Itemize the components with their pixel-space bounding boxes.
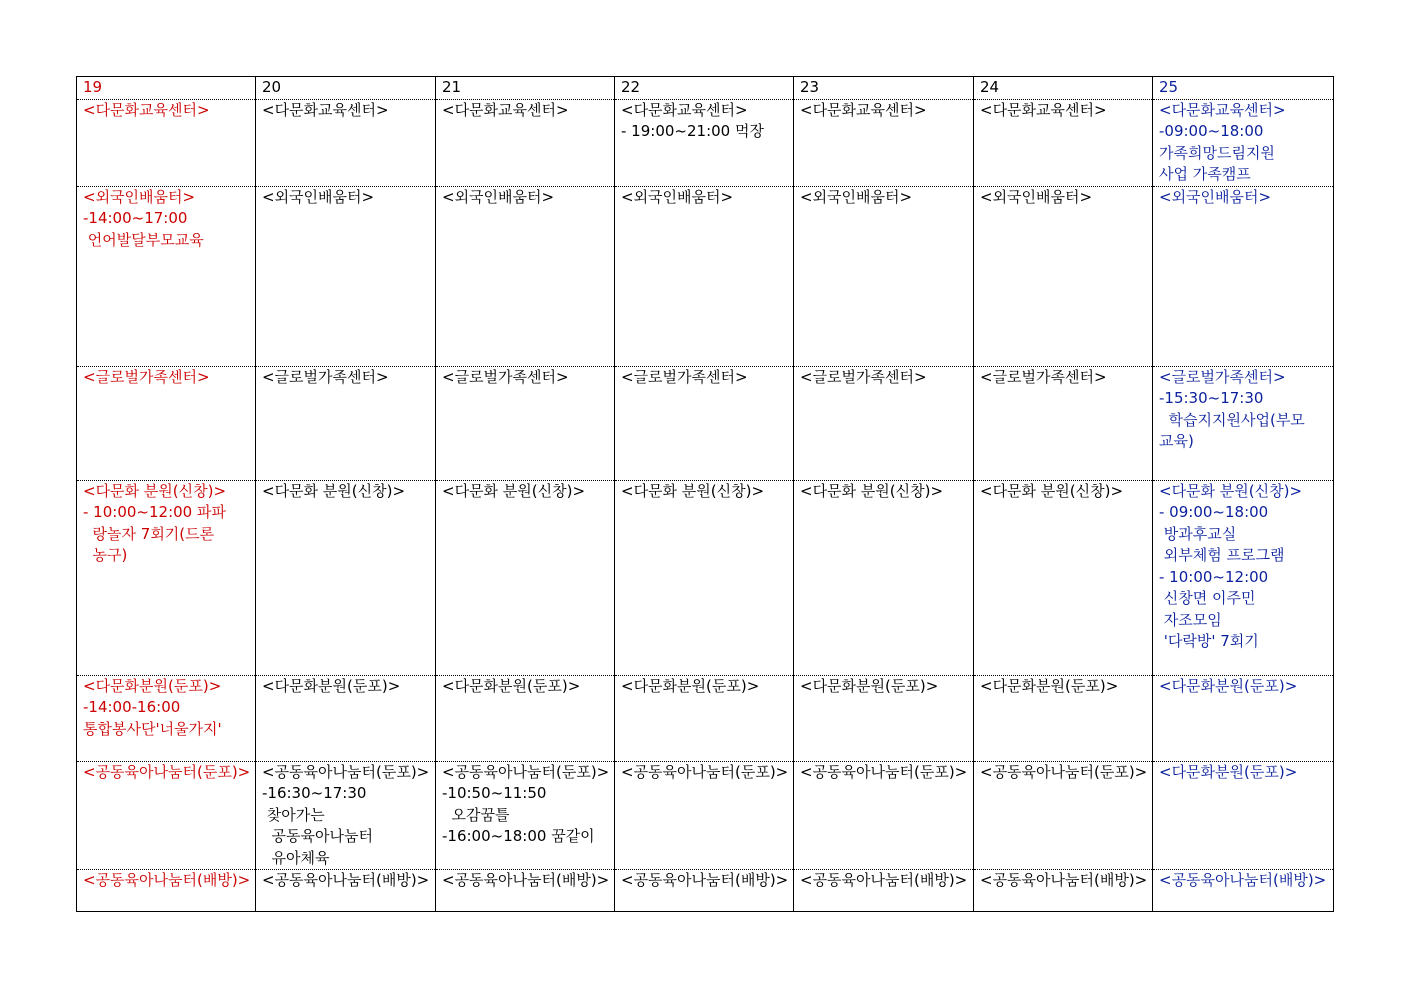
schedule-cell [615,99,794,186]
program-name: <공동육아나눔터(둔포)> [980,762,1148,781]
schedule-cell [77,99,256,186]
childcare-dunpo-row [77,761,1334,870]
program-detail: 가족희망드림지원 [1159,143,1275,162]
schedule-cell [77,761,256,870]
program-name: <공동육아나눔터(배방)> [800,871,968,889]
schedule-cell [1153,480,1334,675]
program-name: <다문화 분원(신창)> [621,481,765,500]
schedule-body [77,77,1334,912]
program-detail: 찾아가는 [262,805,325,824]
program-name: <공동육아나눔터(배방)> [83,871,251,889]
schedule-cell [974,761,1153,870]
program-detail: - 09:00~18:00 [1159,503,1269,521]
program-name: <공동육아나눔터(배방)> [980,871,1148,889]
schedule-cell [794,186,974,366]
program-name: <공동육아나눔터(둔포)> [621,762,789,781]
schedule-cell [77,186,256,366]
program-detail: -16:00~18:00 꿈같이 [442,827,595,845]
program-name: <글로벌가족센터> [800,367,927,386]
program-name: <외국인배움터> [800,187,913,206]
schedule-cell [794,99,974,186]
program-name: <다문화분원(둔포)> [980,676,1119,695]
program-detail: 자조모임 [1159,610,1222,629]
schedule-cell [615,480,794,675]
schedule-cell [974,99,1153,186]
program-detail: - 19:00~21:00 먹장 [621,122,764,140]
program-detail: 통합봉사단'너울가지' [83,719,222,738]
schedule-cell [615,366,794,480]
day-cell-20: 20 [256,77,436,100]
day-header-row [77,77,1334,100]
program-name: <다문화교육센터> [83,100,210,119]
schedule-cell [615,675,794,761]
schedule-cell [1153,186,1334,366]
program-name: <다문화분원(둔포)> [83,676,222,695]
schedule-cell [436,99,615,186]
program-detail: 공동육아나눔터 [262,827,373,845]
program-name: <공동육아나눔터(배방)> [442,871,610,889]
program-name: <공동육아나눔터(배방)> [1159,871,1327,889]
program-name: <다문화교육센터> [442,100,569,119]
program-name: <다문화분원(둔포)> [442,676,581,695]
schedule-cell [794,675,974,761]
program-name: <다문화교육센터> [621,100,748,119]
program-name: <다문화분원(둔포)> [621,676,760,695]
schedule-cell [1153,675,1334,761]
schedule-cell [436,366,615,480]
schedule-cell [794,480,974,675]
day-cell-21: 21 [436,77,615,100]
program-detail: 농구) [83,546,128,564]
program-name: <공동육아나눔터(배방)> [262,871,430,889]
schedule-cell [256,366,436,480]
program-detail: -09:00~18:00 [1159,122,1264,140]
program-name: <다문화교육센터> [262,100,389,119]
schedule-cell [77,366,256,480]
schedule-cell [794,761,974,870]
branch-dunpo-row [77,675,1334,761]
program-name: <다문화 분원(신창)> [800,481,944,500]
program-name: <외국인배움터> [980,187,1093,206]
program-name: <다문화교육센터> [1159,100,1286,119]
program-name: <외국인배움터> [442,187,555,206]
program-detail: 언어발달부모교육 [83,230,204,249]
edu-center-row [77,99,1334,186]
schedule-cell [974,675,1153,761]
program-detail: 학습지지원사업(부모 [1159,410,1305,429]
program-detail: 사업 가족캠프 [1159,165,1251,183]
schedule-cell [436,870,615,912]
schedule-cell [615,870,794,912]
global-family-row [77,366,1334,480]
program-name: <다문화분원(둔포)> [1159,762,1298,781]
program-detail: 교육) [1159,432,1194,450]
program-name: <글로벌가족센터> [262,367,389,386]
program-detail: -15:30~17:30 [1159,389,1264,407]
schedule-cell [974,870,1153,912]
schedule-cell [1153,761,1334,870]
schedule-cell [794,870,974,912]
program-detail: - 10:00~12:00 파파 [83,503,226,521]
program-detail: 외부체험 프로그램 [1159,546,1285,564]
schedule-cell [1153,366,1334,480]
program-name: <다문화 분원(신창)> [980,481,1124,500]
program-detail: 신창면 이주민 [1159,589,1256,607]
schedule-cell [256,761,436,870]
program-detail: 방과후교실 [1159,524,1237,543]
day-cell-22: 22 [615,77,794,100]
schedule-cell [77,675,256,761]
program-name: <다문화분원(둔포)> [800,676,939,695]
program-name: <공동육아나눔터(둔포)> [800,762,968,781]
program-name: <외국인배움터> [621,187,734,206]
day-cell-24: 24 [974,77,1153,100]
program-name: <외국인배움터> [1159,187,1272,206]
program-detail: -16:30~17:30 [262,784,367,802]
program-name: <글로벌가족센터> [980,367,1107,386]
schedule-cell [256,186,436,366]
program-name: <다문화분원(둔포)> [262,676,401,695]
program-detail: 유아체육 [262,848,330,867]
program-name: <공동육아나눔터(둔포)> [262,762,430,781]
program-name: <글로벌가족센터> [83,367,210,386]
schedule-cell [974,186,1153,366]
branch-sinchang-row [77,480,1334,675]
schedule-cell [615,186,794,366]
schedule-cell [1153,99,1334,186]
program-detail: -14:00~17:00 [83,209,188,227]
schedule-cell [794,366,974,480]
schedule-cell [256,675,436,761]
program-name: <공동육아나눔터(배방)> [621,871,789,889]
program-detail: '다락방' 7회기 [1159,632,1259,650]
day-cell-19: 19 [77,77,256,100]
schedule-cell [256,870,436,912]
program-name: <글로벌가족센터> [442,367,569,386]
schedule-cell [77,870,256,912]
program-name: <다문화 분원(신창)> [83,481,227,500]
program-name: <다문화 분원(신창)> [442,481,586,500]
program-name: <외국인배움터> [83,187,196,206]
schedule-cell [615,761,794,870]
program-detail: -10:50~11:50 [442,784,547,802]
day-cell-23: 23 [794,77,974,100]
schedule-cell [436,675,615,761]
foreigner-school-row [77,186,1334,366]
program-name: <글로벌가족센터> [621,367,748,386]
childcare-baebang-row [77,870,1334,912]
schedule-cell [77,480,256,675]
program-name: <외국인배움터> [262,187,375,206]
schedule-cell [436,186,615,366]
program-name: <다문화교육센터> [800,100,927,119]
schedule-cell [974,480,1153,675]
program-name: <공동육아나눔터(둔포)> [83,762,251,781]
schedule-cell [1153,870,1334,912]
schedule-cell [436,761,615,870]
program-detail: 오감꿈틀 [442,805,510,824]
day-cell-25: 25 [1153,77,1334,100]
program-detail: -14:00-16:00 [83,698,181,716]
program-detail: 랑놀자 7회기(드론 [83,524,215,543]
weekly-schedule-table [76,76,1334,912]
program-name: <공동육아나눔터(둔포)> [442,762,610,781]
program-name: <다문화 분원(신창)> [262,481,406,500]
schedule-cell [256,480,436,675]
program-name: <다문화분원(둔포)> [1159,676,1298,695]
program-detail: - 10:00~12:00 [1159,567,1269,586]
program-name: <다문화 분원(신창)> [1159,481,1303,500]
program-name: <다문화교육센터> [980,100,1107,119]
schedule-cell [974,366,1153,480]
schedule-cell [436,480,615,675]
program-name: <글로벌가족센터> [1159,367,1286,386]
schedule-cell [256,99,436,186]
